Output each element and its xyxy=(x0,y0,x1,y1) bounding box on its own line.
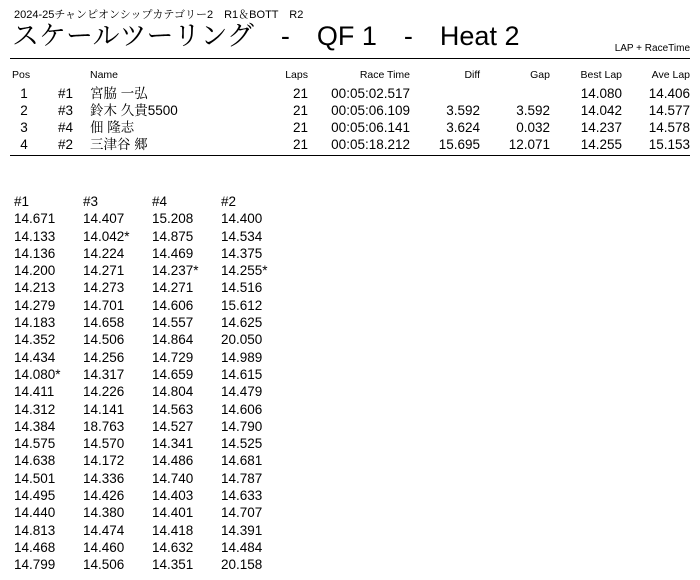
lap-time-cell: 14.671 xyxy=(14,211,56,227)
result-race-time: 00:05:02.517 xyxy=(331,86,410,101)
lap-time-cell: 14.501 xyxy=(14,470,56,486)
lap-time-cell: 14.474 xyxy=(83,522,125,538)
result-row xyxy=(0,86,700,102)
result-name: 宮脇 一弘 xyxy=(90,86,148,101)
lap-time-cell: 14.133 xyxy=(14,228,56,244)
result-laps: 21 xyxy=(292,137,308,152)
lap-time-cell: 14.200 xyxy=(14,263,56,279)
result-diff: 15.695 xyxy=(438,137,480,152)
lap-time-cell: 14.380 xyxy=(83,505,125,521)
lap-time-cell: 14.557 xyxy=(152,315,194,331)
lap-row xyxy=(14,522,290,539)
result-name: 佃 隆志 xyxy=(90,120,135,135)
result-ave-lap: 14.406 xyxy=(648,86,690,101)
lap-time-cell: 14.224 xyxy=(83,245,125,261)
lap-time-cell: 14.575 xyxy=(14,436,56,452)
lap-time-cell: 14.256 xyxy=(83,349,125,365)
page-title: スケールツーリング - QF 1 - Heat 2 xyxy=(12,21,520,51)
col-header-laps: Laps xyxy=(285,69,308,81)
lap-time-cell: 14.469 xyxy=(152,245,194,261)
lap-col-header: #4 xyxy=(152,194,168,209)
result-ave-lap: 14.577 xyxy=(648,103,690,118)
lap-time-cell: 14.237* xyxy=(152,263,199,279)
result-number: #3 xyxy=(58,103,74,118)
lap-time-cell: 14.495 xyxy=(14,488,56,504)
lap-time-cell: 14.255* xyxy=(221,263,268,279)
lap-time-cell: 14.681 xyxy=(221,453,263,469)
lap-time-cell: 14.659 xyxy=(152,366,194,382)
lap-row xyxy=(14,401,290,418)
col-header-race-time: Race Time xyxy=(359,69,410,81)
lap-time-cell: 15.612 xyxy=(221,297,263,313)
lap-row xyxy=(14,539,290,556)
result-best-lap: 14.042 xyxy=(580,103,622,118)
results-bottom-divider xyxy=(10,155,690,156)
result-race-time: 00:05:18.212 xyxy=(331,137,410,152)
lap-time-cell: 14.633 xyxy=(221,488,263,504)
lap-row xyxy=(14,418,290,435)
lap-row xyxy=(14,452,290,469)
lap-time-cell: 14.341 xyxy=(152,436,194,452)
result-pos: 1 xyxy=(20,86,28,101)
lap-time-cell: 14.042* xyxy=(83,228,130,244)
lap-time-cell: 14.401 xyxy=(152,505,194,521)
col-header-ave-lap: Ave Lap xyxy=(651,69,690,81)
result-number: #2 xyxy=(58,137,74,152)
result-pos: 2 xyxy=(20,103,28,118)
lap-row xyxy=(14,383,290,400)
result-best-lap: 14.080 xyxy=(580,86,622,101)
lap-time-cell: 14.632 xyxy=(152,539,194,555)
result-row xyxy=(0,120,700,136)
result-ave-lap: 15.153 xyxy=(648,137,690,152)
lap-time-cell: 14.875 xyxy=(152,228,194,244)
event-subtitle: 2024-25チャンピオンシップカテゴリー2 R1＆BOTT R2 xyxy=(14,9,304,21)
lap-time-cell: 14.701 xyxy=(83,297,125,313)
lap-time-cell: 14.351 xyxy=(152,557,194,573)
result-diff: 3.624 xyxy=(446,120,480,135)
lap-time-cell: 14.484 xyxy=(221,539,263,555)
col-header-gap: Gap xyxy=(530,69,550,81)
report-type-label: LAP + RaceTime xyxy=(614,43,690,54)
lap-time-cell: 14.525 xyxy=(221,436,263,452)
lap-time-cell: 14.729 xyxy=(152,349,194,365)
lap-col-header: #3 xyxy=(83,194,99,209)
lap-time-cell: 14.426 xyxy=(83,488,125,504)
lap-time-cell: 14.506 xyxy=(83,332,125,348)
lap-time-cell: 14.411 xyxy=(14,384,55,400)
lap-time-cell: 14.534 xyxy=(221,228,263,244)
result-best-lap: 14.255 xyxy=(580,137,622,152)
lap-time-cell: 14.707 xyxy=(221,505,263,521)
lap-time-cell: 14.384 xyxy=(14,418,56,434)
lap-time-cell: 14.790 xyxy=(221,418,263,434)
lap-time-cell: 14.486 xyxy=(152,453,194,469)
lap-time-cell: 14.527 xyxy=(152,418,194,434)
lap-time-cell: 14.615 xyxy=(221,366,263,382)
result-gap: 3.592 xyxy=(516,103,550,118)
lap-times-table xyxy=(14,193,290,574)
lap-time-cell: 14.391 xyxy=(221,522,263,538)
lap-time-cell: 14.141 xyxy=(83,401,125,417)
lap-time-cell: 14.740 xyxy=(152,470,194,486)
lap-time-cell: 14.400 xyxy=(221,211,263,227)
lap-time-cell: 14.317 xyxy=(83,366,125,382)
lap-time-cell: 14.440 xyxy=(14,505,56,521)
lap-row xyxy=(14,262,290,279)
lap-time-cell: 14.479 xyxy=(221,384,263,400)
lap-time-cell: 14.625 xyxy=(221,315,263,331)
lap-row xyxy=(14,228,290,245)
lap-col-header: #1 xyxy=(14,194,30,209)
col-header-best-lap: Best Lap xyxy=(580,69,622,81)
result-laps: 21 xyxy=(292,86,308,101)
lap-time-cell: 14.080* xyxy=(14,366,61,382)
lap-rows xyxy=(14,210,290,573)
result-pos: 3 xyxy=(20,120,28,135)
lap-row xyxy=(14,210,290,227)
lap-row xyxy=(14,504,290,521)
result-row xyxy=(0,137,700,153)
lap-time-cell: 14.606 xyxy=(221,401,263,417)
lap-row xyxy=(14,487,290,504)
lap-time-cell: 14.183 xyxy=(14,315,56,331)
lap-time-cell: 14.273 xyxy=(83,280,125,296)
lap-time-cell: 14.460 xyxy=(83,539,125,555)
lap-time-cell: 14.403 xyxy=(152,488,194,504)
lap-time-cell: 14.336 xyxy=(83,470,125,486)
col-header-pos: Pos xyxy=(12,69,31,81)
lap-time-cell: 14.172 xyxy=(83,453,125,469)
lap-time-cell: 14.787 xyxy=(221,470,263,486)
lap-time-cell: 14.468 xyxy=(14,539,56,555)
result-ave-lap: 14.578 xyxy=(648,120,690,135)
lap-row xyxy=(14,314,290,331)
result-laps: 21 xyxy=(292,120,308,135)
lap-time-cell: 14.213 xyxy=(14,280,56,296)
lap-time-cell: 14.506 xyxy=(83,557,125,573)
col-header-name: Name xyxy=(90,69,119,81)
result-best-lap: 14.237 xyxy=(580,120,622,135)
lap-time-cell: 14.136 xyxy=(14,245,56,261)
lap-time-cell: 14.418 xyxy=(152,522,194,538)
result-race-time: 00:05:06.141 xyxy=(331,120,410,135)
lap-row xyxy=(14,297,290,314)
lap-time-cell: 14.638 xyxy=(14,453,56,469)
result-diff: 3.592 xyxy=(446,103,480,118)
results-header-row xyxy=(0,68,700,82)
lap-row xyxy=(14,349,290,366)
result-laps: 21 xyxy=(292,103,308,118)
lap-time-cell: 14.799 xyxy=(14,557,56,573)
lap-time-cell: 18.763 xyxy=(83,418,125,434)
result-pos: 4 xyxy=(20,137,28,152)
lap-time-cell: 14.570 xyxy=(83,436,125,452)
lap-time-cell: 14.271 xyxy=(152,280,194,296)
lap-time-cell: 14.864 xyxy=(152,332,194,348)
lap-row xyxy=(14,435,290,452)
lap-time-cell: 14.563 xyxy=(152,401,194,417)
result-race-time: 00:05:06.109 xyxy=(331,103,410,118)
lap-time-cell: 14.312 xyxy=(14,401,56,417)
result-name: 三津谷 郷 xyxy=(90,137,148,152)
lap-time-cell: 14.271 xyxy=(83,263,125,279)
lap-time-cell: 14.804 xyxy=(152,384,194,400)
lap-time-cell: 20.050 xyxy=(221,332,263,348)
lap-header-row xyxy=(14,193,290,210)
lap-time-cell: 14.407 xyxy=(83,211,125,227)
lap-time-cell: 14.375 xyxy=(221,245,263,261)
lap-time-cell: 14.516 xyxy=(221,280,263,296)
result-name: 鈴木 久貴5500 xyxy=(90,103,178,118)
lap-row xyxy=(14,366,290,383)
lap-row xyxy=(14,556,290,573)
lap-row xyxy=(14,470,290,487)
header-divider xyxy=(10,58,690,59)
result-number: #4 xyxy=(58,120,74,135)
lap-time-cell: 14.658 xyxy=(83,315,125,331)
result-row xyxy=(0,103,700,119)
result-gap: 12.071 xyxy=(508,137,550,152)
lap-time-cell: 14.352 xyxy=(14,332,56,348)
col-header-diff: Diff xyxy=(464,69,480,81)
lap-row xyxy=(14,331,290,348)
lap-time-cell: 14.989 xyxy=(221,349,263,365)
lap-time-cell: 14.226 xyxy=(83,384,125,400)
lap-time-cell: 14.606 xyxy=(152,297,194,313)
result-number: #1 xyxy=(58,86,74,101)
lap-row xyxy=(14,279,290,296)
lap-row xyxy=(14,245,290,262)
lap-time-cell: 20.158 xyxy=(221,557,263,573)
lap-time-cell: 14.279 xyxy=(14,297,56,313)
lap-time-cell: 14.813 xyxy=(14,522,56,538)
lap-time-cell: 14.434 xyxy=(14,349,56,365)
result-gap: 0.032 xyxy=(516,120,550,135)
lap-time-cell: 15.208 xyxy=(152,211,194,227)
lap-col-header: #2 xyxy=(221,194,237,209)
